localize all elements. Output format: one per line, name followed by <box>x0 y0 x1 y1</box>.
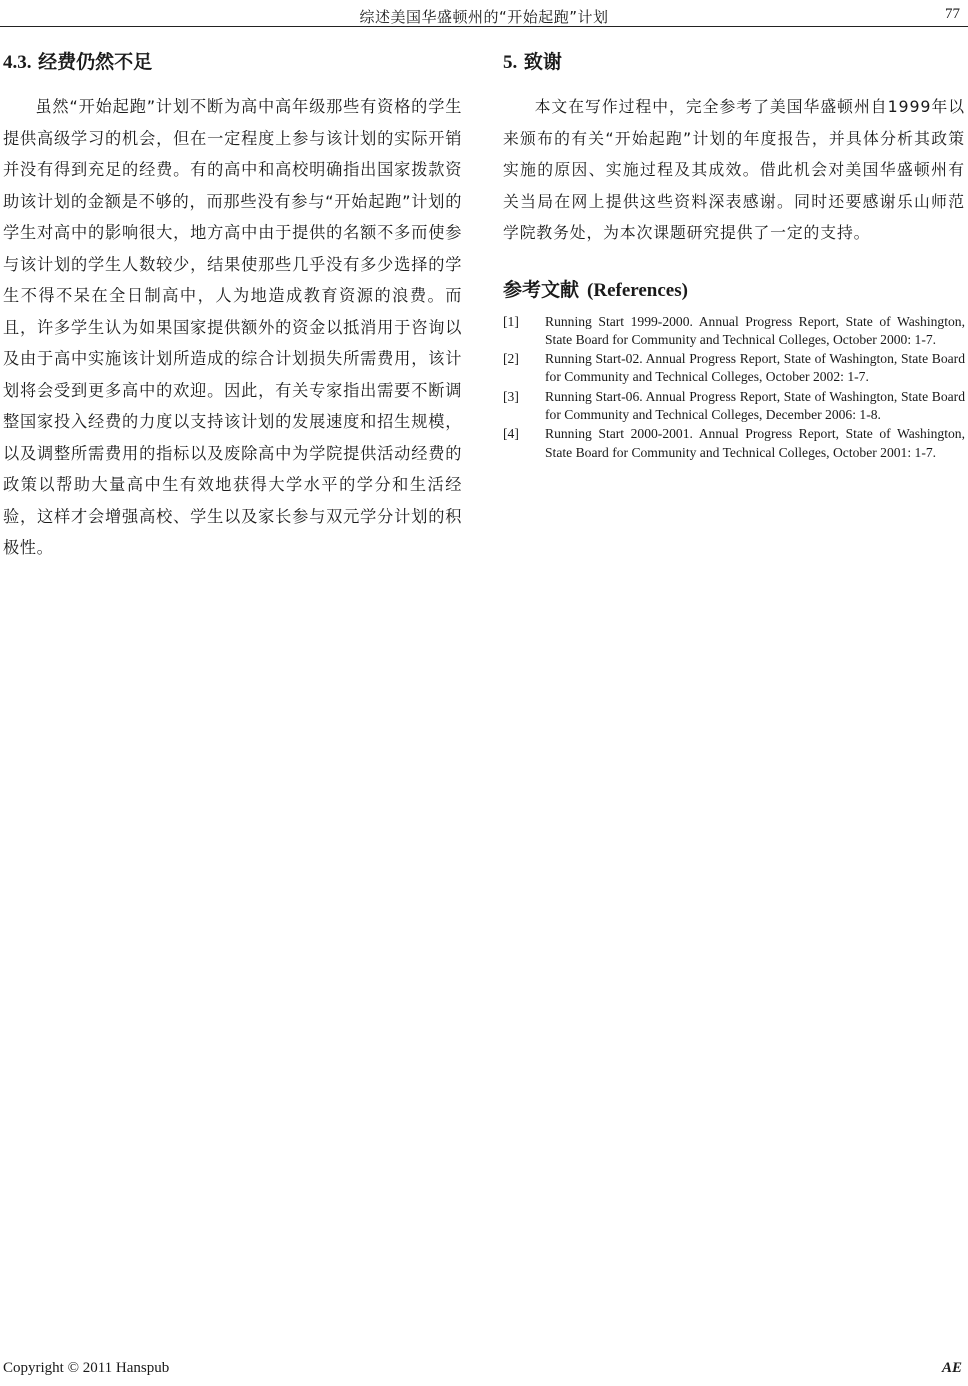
reference-text: Running Start 2000-2001. Annual Progress Report, State of Washington, State Board for Community and Technical Colleges, October 2001: 1-7. <box>545 426 965 460</box>
reference-number: [1] <box>503 313 519 329</box>
page-footer <box>0 1356 968 1386</box>
references-title-cn: 参考文献 <box>503 278 580 301</box>
header-divider <box>0 26 968 27</box>
section-heading-acknowledgement <box>503 48 965 77</box>
reference-item <box>503 313 965 350</box>
reference-text: Running Start-02. Annual Progress Report, State of Washington, State Board for Community and Technical Colleges, October 2002: 1-7. <box>545 351 965 385</box>
right-column <box>503 48 965 463</box>
running-title: 综述美国华盛顿州的“开始起跑”计划 <box>359 8 609 26</box>
references-heading <box>503 276 965 305</box>
section-heading-funding <box>3 48 462 77</box>
section-title: 致谢 <box>523 51 562 73</box>
journal-abbreviation: AE <box>941 1360 962 1376</box>
reference-number: [2] <box>503 351 519 367</box>
reference-item <box>503 425 965 462</box>
reference-number: [4] <box>503 426 519 442</box>
reference-list <box>503 313 965 462</box>
section-number: 4.3. <box>3 52 32 73</box>
reference-text: Running Start-06. Annual Progress Report, State of Washington, State Board for Community and Technical Colleges, December 2006: 1-8. <box>545 388 965 422</box>
acknowledgement-paragraph: 本文在写作过程中，完全参考了美国华盛顿州自1999年以来颁布的有关“开始起跑”计划的年度报告，并具体分析其政策实施的原因、实施过程及其成效。借此机会对美国华盛顿州有关当局在网上提供这些资料深表感谢。同时还要感谢乐山师范学院教务处，为本次课题研究提供了一定的支持。 <box>503 97 965 242</box>
reference-number: [3] <box>503 388 519 404</box>
page-number: 77 <box>945 6 960 22</box>
left-column <box>3 48 462 564</box>
reference-item <box>503 388 965 425</box>
copyright-notice: Copyright © 2011 Hanspub <box>3 1360 170 1376</box>
body-paragraph: 虽然“开始起跑”计划不断为高中高年级那些有资格的学生提供高级学习的机会，但在一定程度上参与该计划的实际开销并没有得到充足的经费。有的高中和高校明确指出国家拨款资助该计划的金额是不够的，而那些没有参与“开始起跑”计划的学生对高中的影响很大，地方高中由于提供的名额不多而使参与该计划的学生人数较少，结果使那些几乎没有多少选择的学生不得不呆在全日制高中，人为地造成教育资源的浪费。而且，许多学生认为如果国家提供额外的资金以抵消用于咨询以及由于高中实施该计划所造成的综合计划损失所需费用，该计划将会受到更多高中的欢迎。因此，有关专家指出需要不断调整国家投入经费的力度以支持该计划的发展速度和招生规模，以及调整所需费用的指标以及废除高中为学院提供活动经费的政策以帮助大量高中生有效地获得大学水平的学分和生活经验，这样才会增强高校、学生以及家长参与双元学分计划的积极性。 <box>3 97 462 557</box>
references-title-en: (References) <box>587 279 688 301</box>
reference-text: Running Start 1999-2000. Annual Progress Report, State of Washington, State Board for Community and Technical Colleges, October 2000: 1-7. <box>545 313 965 347</box>
section-number: 5. <box>503 52 518 73</box>
section-title: 经费仍然不足 <box>38 51 153 73</box>
reference-item <box>503 350 965 387</box>
